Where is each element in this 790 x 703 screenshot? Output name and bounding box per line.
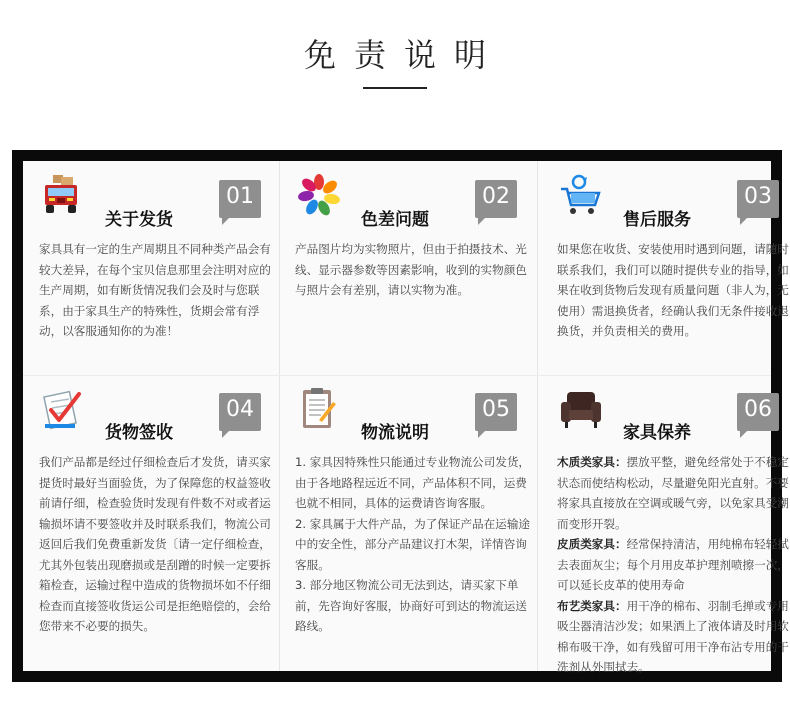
card-body	[557, 452, 790, 678]
card-paragraph: 2. 家具属于大件产品，为了保证产品在运输途中的安全性，部分产品建议打木架，详情咨询客服。	[295, 516, 531, 572]
disclaimer-panel	[23, 161, 789, 674]
card-body	[39, 452, 275, 637]
card-paragraph: 1. 家具因特殊性只能通过专业物流公司发货，由于各地路程远近不同，产品体积不同，运费也就不相同，具体的运费请咨询客服。	[295, 455, 531, 510]
care-text: 经常保持清洁，用纯棉布轻轻拭去表面灰尘；每个月用皮革护理剂喷擦一次，可以延长皮革的使用寿命	[557, 537, 789, 592]
card-title: 家具保养	[623, 423, 691, 443]
care-section-fabric	[557, 596, 790, 678]
card-title: 售后服务	[623, 210, 691, 230]
card-body	[39, 239, 275, 342]
card-number-badge: 04	[219, 393, 261, 431]
shopping-cart-icon	[559, 173, 603, 217]
page-title: 免责说明	[303, 36, 504, 74]
card-paragraph: 产品图片均为实物照片，但由于拍摄技术、光线、显示器参数等因素影响，收到的实物颜色与照片会有差别，请以实物为准。	[295, 242, 527, 297]
delivery-truck-icon	[41, 173, 85, 217]
card-receipt	[39, 380, 275, 633]
card-number-badge: 03	[737, 180, 779, 218]
card-logistics	[295, 380, 531, 633]
card-body	[295, 452, 531, 637]
care-label: 布艺类家具：	[557, 598, 627, 613]
card-shipping	[39, 167, 275, 387]
disclaimer-frame	[12, 150, 789, 682]
clipboard-pen-icon	[297, 386, 341, 430]
care-label: 木质类家具：	[557, 455, 627, 469]
card-number-badge: 06	[737, 393, 779, 431]
card-paragraph: 如果您在收货、安装使用时遇到问题，请随时联系我们，我们可以随时提供专业的指导，如果在收到货物后发现有质量问题（非人为，无使用）需退换货者，经确认我们无条件接收退换货，并负责相关的费用。	[557, 242, 789, 338]
column-divider	[279, 161, 280, 671]
card-furniture-care	[557, 380, 790, 674]
card-number-badge: 05	[475, 393, 517, 431]
title-underline	[363, 87, 427, 89]
care-text: 用干净的棉布、羽制毛掸或专用吸尘器清洁沙发；如果洒上了液体请及时用软棉布吸干净，如有残留可用干净布沾专用的干洗剂从外围拭去。	[557, 598, 789, 674]
care-label: 皮质类家具：	[557, 537, 627, 551]
card-after-sales	[557, 167, 790, 387]
card-title: 关于发货	[105, 210, 173, 230]
card-body	[295, 239, 531, 301]
color-palette-icon	[297, 173, 341, 217]
card-paragraph: 3. 部分地区物流公司无法到达，请买家下单前，先咨询好客服，协商好可到达的物流运送路线。	[295, 578, 527, 633]
card-title: 色差问题	[361, 210, 429, 230]
card-title: 物流说明	[361, 423, 429, 443]
card-paragraph: 我们产品都是经过仔细检查后才发货，请买家提货时最好当面验货，为了保障您的权益签收前请仔细，检查验货时发现有件数不对或者运输损坏请不要签收并及时联系我们，物流公司返回后我们免费重新发货〔请一定仔细检查，尤其外包装出现磨损或是刮蹭的时候一定要拆箱检查，运输过程中造成的货物损坏如不仔细检查而直接签收货运公司是拒绝赔偿的，会给您带来不必要的损失。	[39, 455, 271, 633]
armchair-icon	[559, 386, 603, 430]
signed-document-icon	[41, 386, 85, 430]
card-number-badge: 01	[219, 180, 261, 218]
card-number-badge: 02	[475, 180, 517, 218]
care-section-leather	[557, 534, 790, 596]
page-header	[0, 0, 790, 120]
card-paragraph: 家具具有一定的生产周期且不同种类产品会有较大差异，在每个宝贝信息那里会注明对应的生产周期，如有断货情况我们会及时与您联系，由于家具生产的特殊性，货期会常有浮动，以客服通知你的为准！	[39, 242, 271, 338]
column-divider	[537, 161, 538, 671]
card-color-difference	[295, 167, 531, 387]
card-title: 货物签收	[105, 423, 173, 443]
care-text: 摆放平整，避免经常处于不稳定状态而使结构松动，尽量避免阳光直射。不要将家具直接放在空调或暖气旁，以免家具受潮而变形开裂。	[557, 455, 789, 531]
card-body	[557, 239, 790, 342]
care-section-wood	[557, 452, 790, 534]
